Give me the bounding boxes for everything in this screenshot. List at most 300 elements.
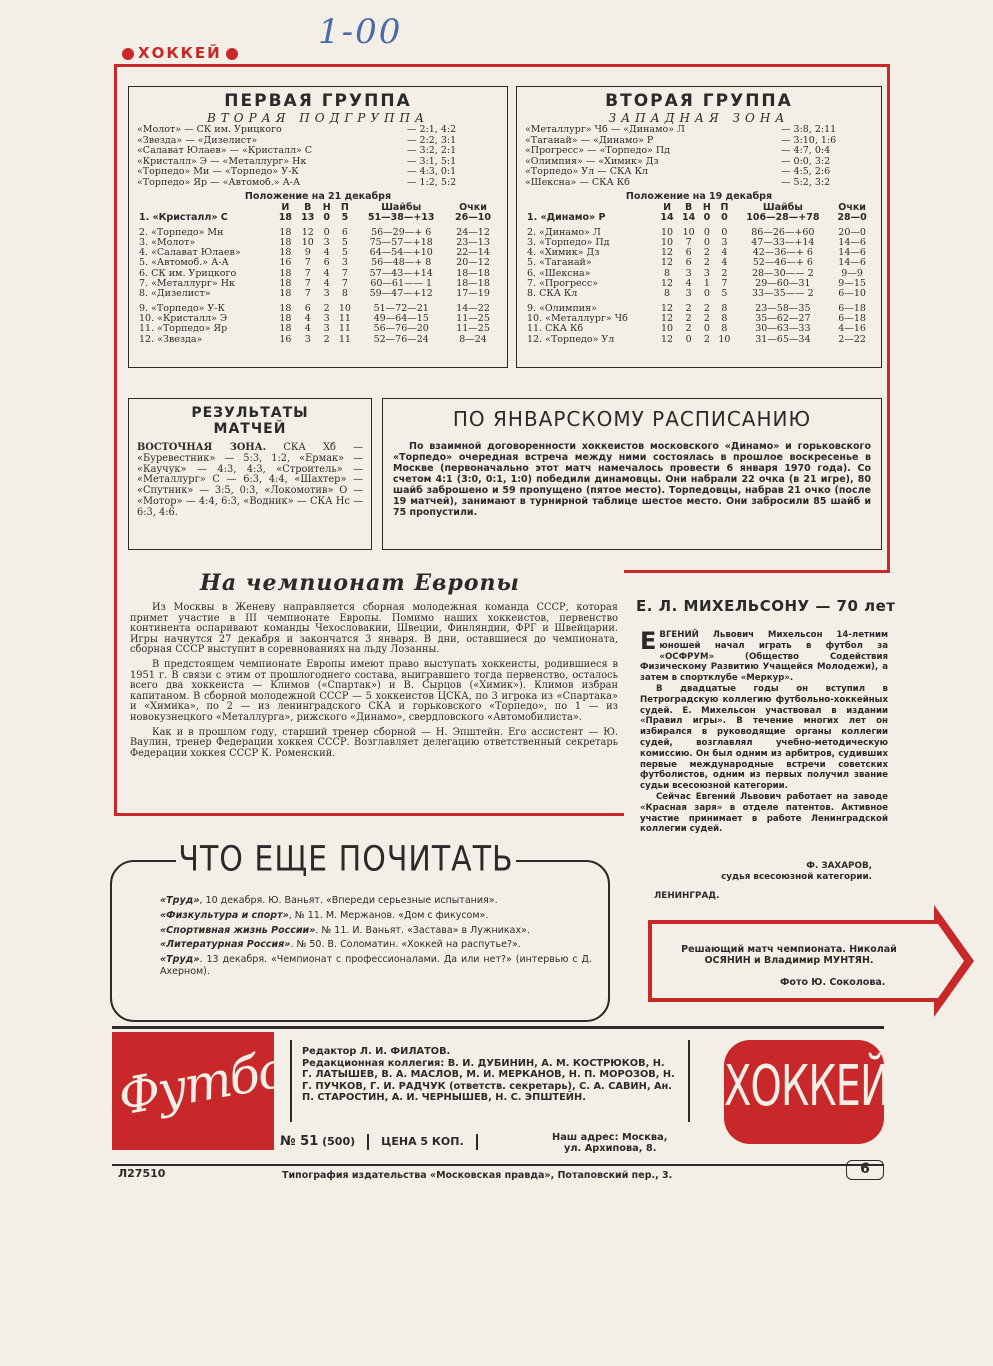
match-line — [137, 167, 499, 178]
cell-d: 2 — [703, 257, 710, 269]
cell-g: 12 — [660, 278, 674, 290]
euro-paragraph: Как и в прошлом году, старший тренер сборной — Н. Эпштейн. Его ассистент — Ю. Ваулин, тренер Федерации хоккея СССР. Возглавляет делегацию ответственный секретарь Федерации хоккея СССР К. Роменский. — [130, 726, 618, 759]
cell-goals: 29—60—31 — [755, 278, 811, 290]
read-text: . 13 декабря. «Чемпионат с профессионалами. Да или нет?» (интервью с Д. Ахерном). — [160, 954, 592, 977]
cell-d: 3 — [703, 267, 710, 279]
michelson-paragraph: Сейчас Евгений Львович работает на заводе «Красная заря» в отделе патентов. Активное участие принимает в работе Ленинградской коллегии судей. — [640, 791, 888, 835]
match-score: — 3:2, 2:1 — [407, 145, 457, 156]
standings-row — [525, 289, 873, 299]
cell-pts: 9—9 — [841, 267, 863, 279]
standings-row — [137, 289, 499, 299]
match-line — [525, 125, 873, 136]
read-source: «Труд» — [160, 895, 200, 906]
cell-d: 0 — [323, 226, 330, 238]
group2-standings-table — [525, 203, 873, 345]
group1-standings-table — [137, 203, 499, 345]
january-text: По взаимной договоренности хоккеистов московского «Динамо» и горьковского «Торпедо» очередная встреча между ними состоялась в прошлое воскресенье в Москве (первоначально этот матч намечалось провести 6 января 1970 года). Со счетом 4:1 (3:0, 0:1, 1:0) победили динамовцы. Они набрали 22 очка (в 21 игре), 80 шайб заброшено и 59 пропущено (пятое место). Торпедовцы, набрав 21 очко (после 19 матчей), занимают в турнирной таблице шестое место. Они забросили 85 шайб и 75 пропустили. — [393, 441, 871, 518]
cell-team: 1. «Динамо» Р — [527, 212, 606, 224]
issue-price: ЦЕНА 5 КОП. — [381, 1135, 464, 1148]
cell-d: 2 — [703, 333, 710, 345]
cell-g: 14 — [660, 212, 674, 224]
cell-pts: 9—15 — [838, 278, 866, 290]
col-header: В — [304, 202, 312, 213]
cell-g: 18 — [279, 278, 292, 290]
group2-title: ВТОРАЯ ГРУППА — [605, 91, 793, 111]
cell-pts: 17—19 — [456, 288, 490, 300]
issue-number: № 51 — [280, 1134, 319, 1149]
cell-pts: 2—22 — [838, 333, 866, 345]
match-teams: «Торпедо» Ми — «Торпедо» У-К — [137, 167, 299, 177]
cell-pts: 6—10 — [838, 288, 866, 300]
cell-team: 6. «Шексна» — [527, 267, 591, 279]
match-score: — 4:5, 2:6 — [781, 166, 831, 177]
michelson-city: ЛЕНИНГРАД. — [654, 891, 720, 901]
cell-d: 3 — [323, 236, 330, 248]
cell-w: 13 — [301, 212, 315, 224]
address-line2: ул. Архипова, 8. — [564, 1143, 657, 1154]
cell-l: 7 — [341, 267, 348, 279]
cell-pts: 28—0 — [837, 212, 867, 224]
cell-l: 3 — [341, 257, 348, 269]
cell-d: 3 — [323, 312, 330, 324]
cell-d: 2 — [323, 333, 330, 345]
cell-goals: 106—28—+78 — [746, 212, 820, 224]
cell-d: 4 — [323, 278, 330, 290]
cell-team: 10. «Металлург» Чб — [527, 312, 628, 324]
cell-goals: 30—63—33 — [755, 323, 811, 335]
cell-team: 4. «Салават Юлаев» — [139, 247, 241, 259]
euro-title: На чемпионат Европы — [200, 570, 520, 596]
cell-l: 7 — [341, 278, 348, 290]
cell-team: 12. «Звезда» — [139, 333, 203, 345]
read-source: «Литературная Россия» — [160, 939, 291, 951]
address — [552, 1132, 667, 1154]
cell-goals: 57—43—+14 — [369, 267, 433, 279]
printer-line: Типография издательства «Московская правда», Потаповский пер., 3. — [282, 1170, 673, 1181]
cell-g: 8 — [664, 288, 671, 300]
match-score: — 3:1, 5:1 — [407, 155, 457, 167]
cell-w: 6 — [685, 257, 692, 269]
cell-l: 8 — [721, 323, 728, 335]
cell-goals: 23—58—35 — [755, 302, 811, 314]
cell-w: 3 — [685, 267, 692, 279]
cell-d: 2 — [703, 302, 710, 314]
match-line — [525, 178, 873, 189]
match-line — [137, 146, 499, 157]
match-teams: «Салават Юлаев» — «Кристалл» С — [137, 146, 313, 156]
cell-w: 4 — [685, 278, 692, 290]
cell-l: 4 — [721, 247, 728, 259]
match-score: — 5:2, 3:2 — [781, 176, 831, 188]
read-source: «Физкультура и спорт» — [160, 909, 289, 921]
cell-w: 4 — [304, 312, 311, 324]
cell-w: 7 — [304, 278, 311, 290]
cell-g: 18 — [279, 247, 292, 259]
cell-l: 2 — [721, 267, 728, 279]
match-line — [137, 125, 499, 136]
cell-goals: 35—62—27 — [755, 312, 811, 324]
cell-d: 0 — [703, 236, 710, 248]
editor-name: Редактор Л. И. ФИЛАТОВ. — [302, 1046, 451, 1057]
match-line — [525, 167, 873, 178]
group2-matches — [525, 125, 873, 188]
cell-d: 2 — [703, 312, 710, 324]
cell-l: 0 — [721, 212, 728, 224]
cell-g: 16 — [279, 257, 292, 269]
cell-goals: 52—46—+ 6 — [752, 257, 813, 269]
match-teams: «Олимпия» — «Химик» Дз — [525, 156, 659, 167]
michelson-author-title: судья всесоюзной категории. — [721, 872, 872, 882]
cell-d: 3 — [323, 323, 330, 335]
read-text: . № 11. И. Ваньят. «Застава» в Лужниках». — [315, 924, 530, 936]
read-more-item — [160, 939, 592, 951]
cell-l: 5 — [721, 288, 728, 300]
euro-paragraph: В предстоящем чемпионате Европы имеют право выступать хоккеисты, родившиеся в 1951 г. В связи с этим от прошлогоднего состава, выигравшего тогда первенство, осталось всего два хоккеиста — Климов («Спартак») и В. Сырцов («Химик»). Климов избран капитаном. В сборной молодежной СССР — 5 хоккеистов ЦСКА, по 3 игрока из «Спартака» и «Химика», по 2 — из ленинградского СКА и горьковского «Торпедо», по 1 — из новокузнецкого «Металлурга», рижского «Динамо», свердловского «Автомобилиста». — [130, 658, 618, 723]
cell-g: 8 — [664, 267, 671, 279]
cell-d: 0 — [703, 212, 711, 224]
cell-pts: 14—6 — [838, 257, 866, 269]
page-number: 6 — [846, 1160, 884, 1180]
cell-l: 10 — [718, 333, 731, 345]
cell-l: 11 — [338, 312, 351, 324]
board-members: В. И. ДУБИНИН, А. М. КОСТРЮКОВ, Н. Г. ЛАТЫШЕВ, В. А. МАСЛОВ, М. И. МЕРКАНОВ, Н. П. МОРОЗОВ, Н. Г. ПУЧКОВ, Г. И. РАДЧУК (ответств. секретарь), С. А. САВИН, Ан. П. СТАРОСТИН, А. И. ЧЕРНЫШЕВ, Н. С. ЭПШТЕЙН. — [302, 1057, 675, 1104]
cell-w: 9 — [304, 247, 311, 259]
cell-team: 2. «Торпедо» Мн — [139, 226, 224, 238]
cell-g: 18 — [279, 267, 292, 279]
cell-w: 3 — [685, 288, 692, 300]
cell-team: 3. «Молот» — [139, 236, 196, 248]
cell-w: 7 — [304, 267, 311, 279]
group2-box — [516, 86, 882, 368]
cell-l: 8 — [721, 312, 728, 324]
cell-pts: 14—22 — [456, 302, 490, 314]
cell-pts: 8—24 — [459, 333, 487, 345]
group2-subtitle: ЗАПАДНАЯ ЗОНА — [608, 111, 790, 125]
col-header: П — [340, 202, 349, 213]
cell-goals: 47—33—+14 — [751, 236, 815, 248]
cell-d: 0 — [703, 323, 710, 335]
cell-pts: 11—25 — [456, 323, 490, 335]
cell-l: 3 — [721, 236, 728, 248]
cell-goals: 33—35—— 2 — [751, 288, 814, 300]
match-score: — 3:8, 2:11 — [781, 124, 837, 135]
cell-w: 3 — [304, 333, 311, 345]
standings-row — [525, 213, 873, 223]
cell-pts: 20—0 — [838, 226, 866, 238]
cell-g: 18 — [279, 323, 292, 335]
results-box — [128, 398, 372, 550]
standings-row — [137, 213, 499, 223]
read-source: «Спортивная жизнь России» — [160, 924, 316, 936]
standings-row — [525, 300, 873, 314]
michelson-title: Е. Л. МИХЕЛЬСОНУ — 70 лет — [636, 597, 896, 615]
cell-g: 12 — [660, 333, 674, 345]
january-box — [382, 398, 882, 550]
match-teams: «Торпедо» Яр — «Автомоб.» А-А — [137, 177, 301, 188]
col-header: Очки — [838, 202, 866, 213]
standings-row — [525, 224, 873, 238]
michelson-paragraph-text: ВГЕНИЙ Львович Михельсон 14-летним юношей начал играть в футбол за «ОСФРУМ» (Общество Содействия Физическому Развитию Учащейся Молодежи), а затем в спортклубе «Меркур». — [640, 630, 888, 684]
cell-d: 6 — [323, 257, 330, 269]
cell-g: 18 — [279, 302, 292, 314]
cell-w: 2 — [685, 302, 692, 314]
handwritten-price: 1-00 — [318, 12, 403, 52]
cell-w: 7 — [304, 257, 311, 269]
cell-d: 3 — [323, 288, 330, 300]
col-header: Шайбы — [762, 202, 803, 213]
michelson-paragraph: В двадцатые годы он вступил в Петроградскую коллегию футбольно-хоккейных судей. Е. Михельсон участвовал в издании «Правил игры». В течение многих лет он избирался в руководящие органы коллегии судей, возглавлял учебно-методическую комиссию. Он был одним из арбитров, судивших первые международные встречи советских футболистов, одним из первых получил звание судьи всесоюзной категории. — [640, 683, 888, 792]
cell-team: 9. «Олимпия» — [527, 302, 597, 314]
january-title: ПО ЯНВАРСКОМУ РАСПИСАНИЮ — [452, 407, 812, 431]
cell-g: 16 — [279, 333, 292, 345]
cell-pts: 26—10 — [455, 212, 491, 224]
cell-pts: 23—13 — [456, 236, 490, 248]
match-teams: «Металлург» Чб — «Динамо» Л — [525, 125, 685, 135]
cell-goals: 86—26—+60 — [751, 226, 815, 238]
read-more-list — [160, 895, 592, 981]
separator — [476, 1134, 478, 1150]
results-body: СКА Хб — «Буревестник» — 5:3, 1:2, «Ермак» — «Каучук» — 4:3, 4:3, «Строитель» — «Металлург» С — 6:3, 4:4, «Шахтер» — «Спутник» — 3:5, 0:3, «Локомотив» О — «Мотор» — 4:4, 6:3, «Водник» — СКА Нс — 6:3, 4:6. — [137, 442, 363, 518]
cell-d: 0 — [703, 288, 710, 300]
cell-pts: 6—18 — [838, 312, 866, 324]
match-teams: «Звезда» — «Дизелист» — [137, 135, 258, 146]
cell-team: 7. «Металлург» Нк — [139, 278, 235, 290]
cell-l: 11 — [338, 323, 351, 335]
cell-d: 2 — [323, 302, 330, 314]
cell-team: 3. «Торпедо» Пд — [527, 236, 610, 248]
cell-pts: 14—6 — [838, 247, 866, 259]
cell-g: 12 — [660, 302, 674, 314]
photo-credit: Фото Ю. Соколова. — [780, 977, 886, 988]
euro-paragraph: Из Москвы в Женеву направляется сборная молодежная команда СССР, которая примет участие в III чемпионате Европы. Помимо наших хоккеистов, первенство континента оспаривают команды Чехословакии, Швеции, Финляндии, ФРГ и Швейцарии. Игры начнутся 27 декабря и закончатся 3 января. В дни, оставшиеся до чемпионата, сборная СССР выступит в соревнованиях на льду Лозанны. — [130, 602, 618, 656]
cell-team: 5. «Автомоб.» А-А — [139, 257, 229, 269]
cell-goals: 49—64—15 — [373, 312, 429, 324]
read-more-title: ЧТО ЕЩЕ ПОЧИТАТЬ — [178, 839, 514, 880]
standings-row — [525, 279, 873, 289]
group1-box — [128, 86, 508, 368]
cell-g: 18 — [279, 312, 292, 324]
cell-team: 12. «Торпедо» Ул — [527, 333, 615, 345]
cell-g: 10 — [660, 226, 674, 238]
match-score: — 4:7, 0:4 — [781, 145, 831, 156]
cell-l: 8 — [721, 302, 728, 314]
standings-row — [525, 335, 873, 345]
cell-goals: 52—76—24 — [373, 333, 429, 345]
cell-pts: 14—6 — [838, 236, 866, 248]
standings-row — [137, 224, 499, 238]
match-line — [525, 146, 873, 157]
cell-team: 10. «Кристалл» Э — [139, 312, 228, 324]
cell-pts: 18—18 — [456, 278, 490, 290]
hockey-frame-left — [114, 64, 117, 816]
match-score: — 0:0, 3:2 — [781, 155, 831, 167]
cell-l: 4 — [721, 257, 728, 269]
cell-pts: 6—18 — [838, 302, 866, 314]
read-text: , № 11. М. Мержанов. «Дом с фикусом». — [288, 909, 489, 921]
cell-goals: 51—38—+13 — [367, 212, 435, 224]
match-teams: «Таганай» — «Динамо» Р — [525, 135, 654, 146]
cell-team: 2. «Динамо» Л — [527, 226, 601, 238]
read-more-item — [160, 895, 592, 907]
cell-w: 10 — [301, 236, 314, 248]
cell-team: 1. «Кристалл» С — [139, 212, 228, 224]
group2-standings-head: Положение на 19 декабря — [625, 191, 773, 202]
cell-l: 5 — [341, 247, 348, 259]
cell-g: 18 — [279, 288, 292, 300]
match-score: — 1:2, 5:2 — [407, 176, 457, 188]
cell-goals: 51—72—21 — [373, 302, 429, 314]
cell-l: 10 — [338, 302, 351, 314]
col-header: И — [663, 202, 672, 213]
cell-goals: 75—57—+18 — [369, 236, 433, 248]
cell-l: 7 — [721, 278, 728, 290]
group1-subtitle: ВТОРАЯ ПОДГРУППА — [206, 111, 430, 125]
match-line — [137, 178, 499, 189]
read-source: «Труд» — [160, 954, 200, 966]
cell-l: 0 — [721, 226, 728, 238]
cell-pts: 11—25 — [456, 312, 490, 324]
cell-team: 7. «Прогресс» — [527, 278, 599, 290]
puck-dot-icon — [226, 48, 238, 60]
read-text: . № 50. В. Соломатин. «Хоккей на распутье?». — [290, 939, 521, 951]
issue-line — [280, 1134, 490, 1150]
cell-d: 0 — [323, 212, 330, 224]
cell-goals: 60—61—— 1 — [370, 278, 433, 290]
section-tag — [118, 44, 242, 62]
cell-w: 10 — [682, 226, 695, 238]
photo-caption: Решающий матч чемпионата. Николай ОСЯНИН и Владимир МУНТЯН. — [681, 944, 897, 966]
match-score: — 2:2, 3:1 — [407, 134, 457, 146]
col-header: Очки — [459, 202, 487, 213]
cell-w: 2 — [685, 323, 692, 335]
cell-goals: 56—76—20 — [373, 323, 429, 335]
hockey-frame-bottom — [114, 813, 624, 816]
cell-w: 12 — [301, 226, 314, 238]
cell-d: 4 — [323, 247, 330, 259]
dropcap: Е — [640, 627, 657, 655]
cell-g: 18 — [279, 236, 292, 248]
group1-matches — [137, 125, 499, 188]
cell-g: 10 — [660, 236, 674, 248]
match-score: — 3:10, 1:6 — [781, 134, 837, 146]
cell-l: 8 — [341, 288, 348, 300]
col-header: Н — [322, 202, 331, 213]
results-title-line1: РЕЗУЛЬТАТЫ — [191, 405, 309, 421]
michelson-article — [640, 627, 888, 835]
cell-w: 7 — [685, 236, 692, 248]
cell-w: 14 — [682, 212, 696, 224]
cell-goals: 42—36—+ 6 — [752, 247, 813, 259]
cell-d: 1 — [703, 278, 710, 290]
cell-team: 8. «Дизелист» — [139, 288, 211, 300]
cell-w: 6 — [304, 302, 311, 314]
cell-team: 9. «Торпедо» У-К — [139, 302, 225, 314]
futbol-logo-text: Футбол — [114, 1035, 320, 1127]
results-text — [137, 443, 363, 519]
cell-g: 12 — [660, 247, 674, 259]
cell-l: 5 — [341, 236, 348, 248]
cell-goals: 64—54—+10 — [369, 247, 433, 259]
cell-pts: 22—14 — [456, 247, 490, 259]
group1-standings-head: Положение на 21 декабря — [244, 191, 392, 202]
cell-pts: 18—18 — [456, 267, 490, 279]
cell-team: 6. СК им. Урицкого — [139, 267, 237, 279]
match-teams: «Шексна» — СКА Кб — [525, 177, 630, 188]
issue-total: (500) — [322, 1135, 356, 1148]
cell-g: 12 — [660, 257, 674, 269]
cell-d: 0 — [703, 226, 710, 238]
hockey-logo-text: ХОККЕЙ — [724, 1054, 889, 1120]
group1-title: ПЕРВАЯ ГРУППА — [224, 91, 412, 111]
hockey-logo — [724, 1040, 889, 1144]
match-score: — 4:3, 0:1 — [407, 166, 457, 177]
masthead-rule-bottom — [112, 1164, 884, 1166]
separator — [367, 1134, 369, 1150]
col-header: И — [281, 202, 290, 213]
michelson-paragraph — [640, 627, 888, 684]
michelson-author: Ф. ЗАХАРОВ, — [806, 861, 872, 871]
masthead-rule-top — [112, 1026, 884, 1029]
address-line1: Наш адрес: Москва, — [552, 1132, 668, 1143]
match-teams: «Молот» — СК им. Урицкого — [137, 125, 282, 135]
cell-goals: 56—29—+ 6 — [371, 226, 432, 238]
cell-g: 10 — [660, 323, 674, 335]
read-more-item — [160, 954, 592, 978]
cell-d: 4 — [323, 267, 330, 279]
cell-goals: 28—30—— 2 — [751, 267, 814, 279]
read-more-item — [160, 925, 592, 937]
section-tag-label: ХОККЕЙ — [138, 44, 222, 62]
cell-pts: 4—16 — [838, 323, 866, 335]
cell-pts: 24—12 — [456, 226, 490, 238]
hockey-frame-step — [624, 570, 890, 573]
standings-row — [137, 300, 499, 314]
col-header: Н — [702, 202, 711, 213]
standings-row — [137, 335, 499, 345]
board-label: Редакционная коллегия: — [302, 1057, 445, 1069]
cell-g: 18 — [279, 226, 292, 238]
read-text: , 10 декабря. Ю. Ваньят. «Впереди серьезные испытания». — [199, 895, 498, 906]
results-title — [137, 405, 363, 437]
col-header: В — [684, 202, 693, 213]
match-teams: «Торпедо» Ул — СКА Кл — [525, 167, 648, 177]
cell-team: 11. СКА Кб — [527, 323, 584, 335]
match-teams: «Кристалл» Э — «Металлург» Нк — [137, 156, 307, 167]
match-score: — 2:1, 4:2 — [407, 124, 457, 135]
cell-w: 0 — [685, 333, 692, 345]
cell-g: 18 — [278, 212, 292, 224]
cell-g: 12 — [660, 312, 674, 324]
cell-team: 8. СКА Кл — [527, 288, 578, 300]
print-code: Л27510 — [118, 1167, 166, 1180]
cell-d: 2 — [703, 247, 710, 259]
cell-w: 4 — [304, 323, 311, 335]
puck-dot-icon — [122, 48, 134, 60]
cell-team: 11. «Торпедо» Яр — [139, 323, 228, 335]
editorial-board — [290, 1040, 690, 1122]
cell-l: 11 — [338, 333, 351, 345]
cell-w: 7 — [304, 288, 311, 300]
col-header: Шайбы — [381, 202, 422, 213]
match-teams: «Прогресс» — «Торпедо» Пд — [525, 146, 671, 156]
euro-article — [130, 603, 618, 763]
results-zone: ВОСТОЧНАЯ ЗОНА. — [137, 442, 267, 453]
arrow-right-icon — [934, 905, 974, 1017]
cell-team: 4. «Химик» Дз — [527, 247, 600, 259]
cell-goals: 59—47—+12 — [369, 288, 433, 300]
cell-l: 5 — [341, 212, 349, 224]
michelson-signature — [640, 861, 872, 883]
